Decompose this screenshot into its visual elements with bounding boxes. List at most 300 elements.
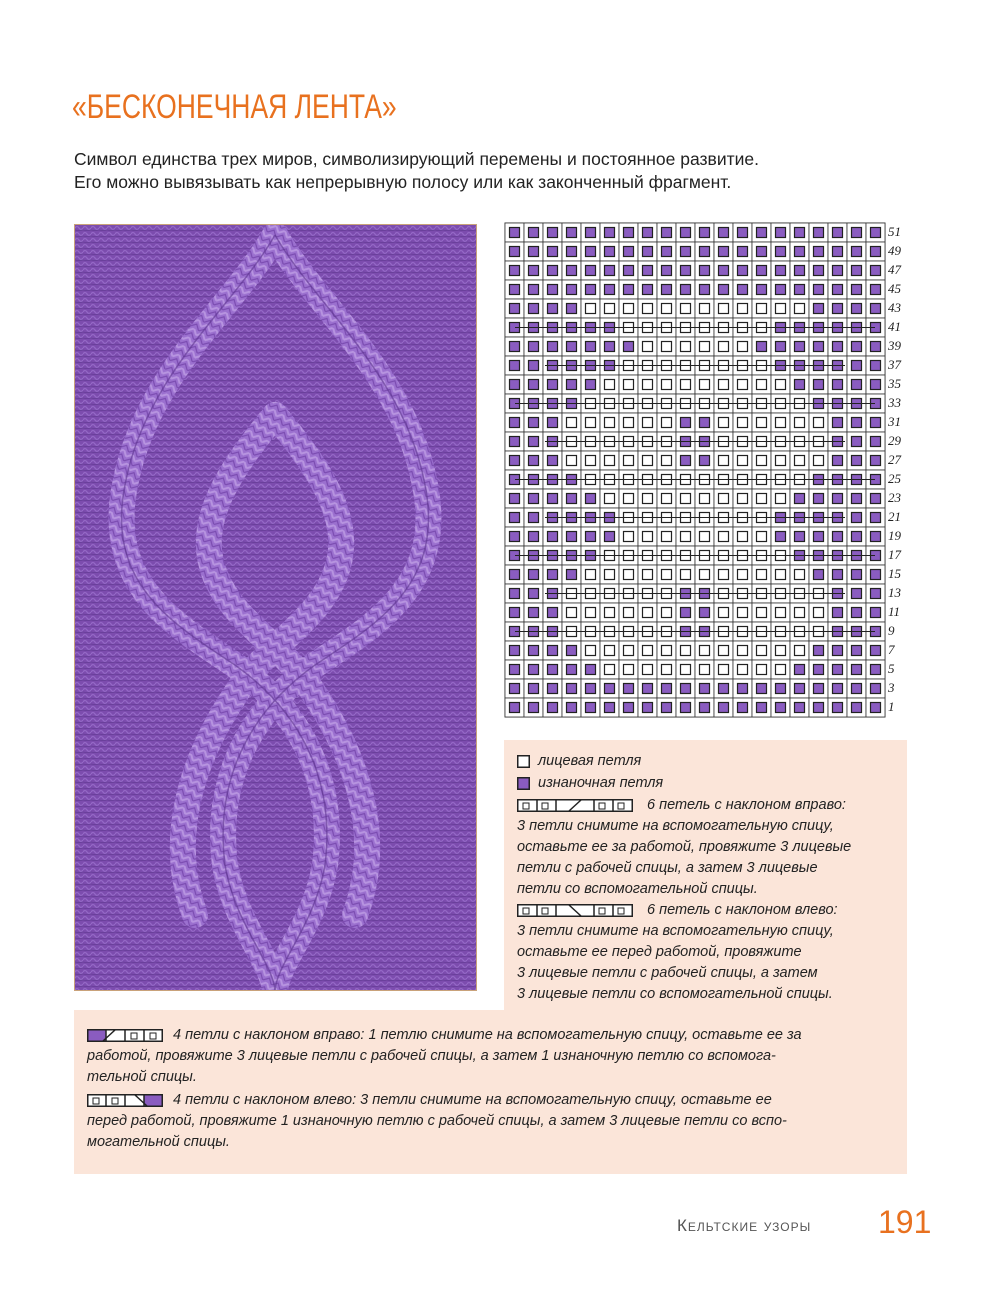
chart-stitch bbox=[757, 342, 767, 352]
chart-stitch bbox=[624, 665, 634, 675]
chart-stitch bbox=[586, 266, 596, 276]
chart-row-number: 11 bbox=[888, 604, 901, 619]
chart-stitch bbox=[643, 570, 653, 580]
chart-stitch bbox=[605, 646, 615, 656]
chart-stitch bbox=[510, 646, 520, 656]
chart-stitch bbox=[662, 304, 672, 314]
knit-symbol-icon bbox=[517, 755, 530, 768]
chart-stitch bbox=[605, 247, 615, 257]
chart-stitch bbox=[719, 247, 729, 257]
chart-stitch bbox=[795, 570, 805, 580]
chart-stitch bbox=[852, 589, 862, 599]
chart-stitch bbox=[510, 456, 520, 466]
chart-row-number: 19 bbox=[888, 528, 901, 543]
chart-stitch bbox=[510, 494, 520, 504]
chart-stitch bbox=[643, 608, 653, 618]
chart-row-number: 45 bbox=[888, 281, 901, 296]
chart-stitch bbox=[586, 494, 596, 504]
chart-stitch bbox=[719, 380, 729, 390]
chart-stitch bbox=[719, 665, 729, 675]
legend-cable6-left: 6 петель с наклоном влево: 3 петли снимите на вспомогательную спицу, оставьте ее перед работой, провяжите 3 лицевые петли с рабочей спицы, а затем 3 лицевые петли со вспомогательной спицы. bbox=[517, 900, 902, 1005]
legend-cable6-right-line-1: 3 петли снимите на вспомогательную спицу, bbox=[517, 818, 834, 834]
chart-stitch bbox=[700, 665, 710, 675]
chart-stitch bbox=[662, 266, 672, 276]
chart-stitch bbox=[510, 342, 520, 352]
chart-stitch bbox=[814, 532, 824, 542]
chart-stitch bbox=[833, 380, 843, 390]
chart-row-number: 1 bbox=[888, 699, 895, 714]
chart-stitch bbox=[871, 703, 881, 713]
chart-stitch bbox=[795, 304, 805, 314]
chart-stitch bbox=[586, 608, 596, 618]
chart-row-number: 13 bbox=[888, 585, 901, 600]
chart-stitch bbox=[738, 247, 748, 257]
chart-stitch bbox=[624, 228, 634, 238]
chart-stitch bbox=[757, 703, 767, 713]
chart-row-number: 31 bbox=[888, 414, 901, 429]
chart-stitch bbox=[833, 703, 843, 713]
chart-stitch bbox=[776, 418, 786, 428]
chart-stitch bbox=[510, 380, 520, 390]
chart-stitch bbox=[643, 703, 653, 713]
legend-cable4-right-line-2: работой, провяжите 3 лицевые петли с рабочей спицы, а затем 1 изнаночную петлю со вспомога- bbox=[87, 1048, 776, 1064]
chart-stitch bbox=[814, 304, 824, 314]
chart-stitch bbox=[643, 684, 653, 694]
chart-stitch bbox=[681, 684, 691, 694]
intro-line-1: Символ единства трех миров, символизирующий перемены и постоянное развитие. bbox=[74, 149, 760, 169]
chart-stitch bbox=[814, 703, 824, 713]
chart-row-number: 27 bbox=[888, 452, 901, 467]
chart-stitch bbox=[510, 285, 520, 295]
chart-stitch bbox=[681, 456, 691, 466]
chart-stitch bbox=[719, 608, 729, 618]
chart-stitch bbox=[681, 570, 691, 580]
chart-stitch bbox=[738, 646, 748, 656]
chart-stitch bbox=[852, 266, 862, 276]
chart-stitch bbox=[871, 684, 881, 694]
chart-stitch bbox=[662, 494, 672, 504]
chart-stitch bbox=[852, 418, 862, 428]
chart-stitch bbox=[757, 646, 767, 656]
chart-stitch bbox=[624, 703, 634, 713]
chart-stitch bbox=[529, 665, 539, 675]
chart-stitch bbox=[738, 285, 748, 295]
intro-line-2: Его можно вывязывать как непрерывную полосу или как законченный фрагмент. bbox=[74, 172, 732, 192]
chart-stitch bbox=[852, 228, 862, 238]
chart-stitch bbox=[719, 456, 729, 466]
chart-stitch bbox=[700, 418, 710, 428]
chart-stitch bbox=[510, 684, 520, 694]
chart-stitch bbox=[700, 570, 710, 580]
chart-stitch bbox=[510, 266, 520, 276]
chart-stitch bbox=[662, 532, 672, 542]
chart-stitch bbox=[871, 589, 881, 599]
purl-symbol-icon bbox=[517, 777, 530, 790]
chart-stitch bbox=[719, 703, 729, 713]
chart-stitch bbox=[700, 703, 710, 713]
chart-stitch bbox=[814, 247, 824, 257]
chart-stitch bbox=[776, 304, 786, 314]
chart-stitch bbox=[548, 665, 558, 675]
chart-stitch bbox=[795, 380, 805, 390]
chart-grid bbox=[504, 222, 886, 718]
chart-stitch bbox=[643, 285, 653, 295]
chart-stitch bbox=[586, 703, 596, 713]
chart-stitch bbox=[510, 228, 520, 238]
chart-stitch bbox=[719, 342, 729, 352]
chart-stitch bbox=[643, 380, 653, 390]
legend-cable6-left-line-3: 3 лицевые петли с рабочей спицы, а затем bbox=[517, 965, 818, 981]
chart-stitch bbox=[624, 608, 634, 618]
chart-stitch bbox=[738, 342, 748, 352]
chart-stitch bbox=[776, 684, 786, 694]
page-title: «БЕСКОНЕЧНАЯ ЛЕНТА» bbox=[72, 88, 397, 126]
chart-stitch bbox=[776, 608, 786, 618]
chart-stitch bbox=[852, 456, 862, 466]
chart-stitch bbox=[700, 532, 710, 542]
chart-stitch bbox=[871, 285, 881, 295]
chart-stitch bbox=[567, 266, 577, 276]
chart-stitch bbox=[586, 570, 596, 580]
chart-stitch bbox=[738, 665, 748, 675]
chart-stitch bbox=[567, 228, 577, 238]
chart-stitch bbox=[548, 456, 558, 466]
chart-stitch bbox=[624, 684, 634, 694]
chart-stitch bbox=[624, 342, 634, 352]
chart-stitch bbox=[624, 532, 634, 542]
chart-stitch bbox=[700, 380, 710, 390]
chart-stitch bbox=[852, 646, 862, 656]
chart-stitch bbox=[814, 285, 824, 295]
footer-section-title: Кельтские узоры bbox=[677, 1216, 812, 1235]
chart-stitch bbox=[548, 342, 558, 352]
chart-stitch bbox=[871, 418, 881, 428]
chart-stitch bbox=[833, 494, 843, 504]
chart-stitch bbox=[757, 570, 767, 580]
chart-row-number: 29 bbox=[888, 433, 901, 448]
chart-stitch bbox=[833, 285, 843, 295]
chart-row-number: 35 bbox=[888, 376, 901, 391]
chart-stitch bbox=[757, 665, 767, 675]
legend-knit: лицевая петля bbox=[517, 751, 641, 772]
chart-stitch bbox=[814, 380, 824, 390]
chart-stitch bbox=[586, 228, 596, 238]
chart-stitch bbox=[529, 304, 539, 314]
chart-stitch bbox=[605, 684, 615, 694]
chart-stitch bbox=[814, 608, 824, 618]
chart-stitch bbox=[605, 703, 615, 713]
chart-stitch bbox=[757, 285, 767, 295]
chart-stitch bbox=[795, 608, 805, 618]
chart-stitch bbox=[814, 646, 824, 656]
chart-stitch bbox=[643, 228, 653, 238]
chart-stitch bbox=[833, 532, 843, 542]
chart-stitch bbox=[586, 532, 596, 542]
chart-stitch bbox=[871, 513, 881, 523]
chart-stitch bbox=[548, 532, 558, 542]
chart-stitch bbox=[833, 342, 843, 352]
chart-stitch bbox=[681, 380, 691, 390]
chart-stitch bbox=[548, 266, 558, 276]
chart-row-number: 43 bbox=[888, 300, 901, 315]
chart-stitch bbox=[757, 304, 767, 314]
chart-stitch bbox=[529, 513, 539, 523]
chart-stitch bbox=[548, 247, 558, 257]
chart-stitch bbox=[586, 304, 596, 314]
chart-stitch bbox=[510, 570, 520, 580]
chart-stitch bbox=[700, 342, 710, 352]
chart-stitch bbox=[833, 684, 843, 694]
chart-stitch bbox=[567, 532, 577, 542]
chart-stitch bbox=[567, 380, 577, 390]
chart-stitch bbox=[586, 380, 596, 390]
chart-stitch bbox=[871, 608, 881, 618]
chart-stitch bbox=[662, 665, 672, 675]
chart-row-number: 51 bbox=[888, 224, 901, 239]
chart-stitch bbox=[681, 285, 691, 295]
legend-cable6-right: 6 петель с наклоном вправо: 3 петли снимите на вспомогательную спицу, оставьте ее за работой, провяжите 3 лицевые петли с рабочей спицы, а затем 3 лицевые петли со вспомогательной спицы. bbox=[517, 795, 902, 900]
chart-stitch bbox=[548, 380, 558, 390]
chart-stitch bbox=[643, 532, 653, 542]
cable4-left-symbol-icon bbox=[87, 1094, 163, 1107]
chart-stitch bbox=[776, 646, 786, 656]
chart-stitch bbox=[795, 342, 805, 352]
chart-stitch bbox=[605, 608, 615, 618]
chart-stitch bbox=[795, 285, 805, 295]
chart-stitch bbox=[719, 304, 729, 314]
chart-stitch bbox=[510, 437, 520, 447]
chart-stitch bbox=[776, 228, 786, 238]
chart-stitch bbox=[814, 342, 824, 352]
chart-stitch bbox=[795, 665, 805, 675]
chart-stitch bbox=[548, 608, 558, 618]
chart-row-number: 49 bbox=[888, 243, 901, 258]
chart-stitch bbox=[643, 456, 653, 466]
chart-stitch bbox=[529, 589, 539, 599]
chart-stitch bbox=[719, 285, 729, 295]
chart-stitch bbox=[852, 513, 862, 523]
cable6-left-symbol-icon bbox=[517, 904, 633, 917]
chart-row-number: 37 bbox=[888, 357, 901, 372]
chart-stitch bbox=[738, 703, 748, 713]
chart-stitch bbox=[567, 418, 577, 428]
chart-stitch bbox=[624, 418, 634, 428]
chart-row-number: 9 bbox=[888, 623, 895, 638]
chart-stitch bbox=[662, 418, 672, 428]
chart-stitch bbox=[567, 304, 577, 314]
chart-stitch bbox=[586, 247, 596, 257]
chart-stitch bbox=[833, 665, 843, 675]
chart-stitch bbox=[529, 570, 539, 580]
chart-stitch bbox=[529, 684, 539, 694]
chart-stitch bbox=[852, 532, 862, 542]
chart-stitch bbox=[852, 285, 862, 295]
chart-stitch bbox=[605, 532, 615, 542]
chart-stitch bbox=[833, 266, 843, 276]
chart-stitch bbox=[757, 608, 767, 618]
chart-stitch bbox=[757, 456, 767, 466]
chart-stitch bbox=[586, 342, 596, 352]
chart-stitch bbox=[738, 228, 748, 238]
chart-stitch bbox=[662, 608, 672, 618]
chart-stitch bbox=[719, 418, 729, 428]
chart-stitch bbox=[605, 380, 615, 390]
chart-stitch bbox=[795, 494, 805, 504]
chart-stitch bbox=[605, 228, 615, 238]
chart-stitch bbox=[643, 247, 653, 257]
chart-stitch bbox=[624, 646, 634, 656]
chart-stitch bbox=[871, 570, 881, 580]
chart-stitch bbox=[738, 380, 748, 390]
chart-stitch bbox=[795, 266, 805, 276]
chart-stitch bbox=[738, 266, 748, 276]
chart-stitch bbox=[529, 437, 539, 447]
chart-stitch bbox=[529, 380, 539, 390]
chart-stitch bbox=[738, 494, 748, 504]
legend-cable4-left: 4 петли с наклоном влево: 3 петли снимите на вспомогательную спицу, оставьте ее перед работой, провяжите 1 изнаночную петлю с рабочей спицы, а затем 3 лицевые петли со вспо- могательной спицы. bbox=[87, 1090, 902, 1153]
chart-stitch bbox=[681, 418, 691, 428]
chart-stitch bbox=[548, 418, 558, 428]
chart-stitch bbox=[776, 380, 786, 390]
chart-stitch bbox=[643, 266, 653, 276]
chart-stitch bbox=[833, 608, 843, 618]
chart-stitch bbox=[700, 608, 710, 618]
chart-row-number: 41 bbox=[888, 319, 901, 334]
chart-row-number: 47 bbox=[888, 262, 901, 277]
chart-stitch bbox=[814, 228, 824, 238]
chart-stitch bbox=[510, 703, 520, 713]
chart-stitch bbox=[529, 361, 539, 371]
chart-stitch bbox=[776, 665, 786, 675]
chart-stitch bbox=[548, 570, 558, 580]
chart-stitch bbox=[529, 228, 539, 238]
chart-stitch bbox=[852, 437, 862, 447]
chart-stitch bbox=[700, 646, 710, 656]
cable6-right-symbol-icon bbox=[517, 799, 633, 812]
chart-stitch bbox=[510, 589, 520, 599]
chart-stitch bbox=[833, 646, 843, 656]
chart-stitch bbox=[871, 342, 881, 352]
chart-stitch bbox=[738, 304, 748, 314]
chart-stitch bbox=[605, 266, 615, 276]
chart-row-number: 15 bbox=[888, 566, 901, 581]
chart-stitch bbox=[662, 380, 672, 390]
chart-stitch bbox=[757, 266, 767, 276]
chart-stitch bbox=[852, 494, 862, 504]
chart-stitch bbox=[605, 418, 615, 428]
chart-stitch bbox=[643, 494, 653, 504]
chart-stitch bbox=[719, 494, 729, 504]
chart-stitch bbox=[567, 456, 577, 466]
chart-stitch bbox=[624, 247, 634, 257]
chart-row-number: 3 bbox=[888, 680, 895, 695]
chart-stitch bbox=[662, 703, 672, 713]
chart-stitch bbox=[510, 247, 520, 257]
chart-stitch bbox=[814, 418, 824, 428]
chart-stitch bbox=[833, 304, 843, 314]
chart-stitch bbox=[643, 342, 653, 352]
chart-stitch bbox=[681, 228, 691, 238]
chart-stitch bbox=[833, 570, 843, 580]
legend-cable4-right: 4 петли с наклоном вправо: 1 петлю снимите на вспомогательную спицу, оставьте ее за работой, провяжите 3 лицевые петли с рабочей спицы, а затем 1 изнаночную петлю со вспомога- тельной спицы. bbox=[87, 1025, 902, 1088]
chart-stitch bbox=[852, 703, 862, 713]
chart-stitch bbox=[757, 494, 767, 504]
chart-stitch bbox=[871, 304, 881, 314]
chart-stitch bbox=[586, 665, 596, 675]
chart-stitch bbox=[662, 342, 672, 352]
chart-stitch bbox=[681, 494, 691, 504]
chart-stitch bbox=[643, 418, 653, 428]
chart-stitch bbox=[719, 646, 729, 656]
chart-stitch bbox=[757, 532, 767, 542]
chart-stitch bbox=[700, 304, 710, 314]
chart-stitch bbox=[757, 418, 767, 428]
chart-stitch bbox=[700, 494, 710, 504]
chart-stitch bbox=[605, 456, 615, 466]
chart-stitch bbox=[510, 608, 520, 618]
chart-stitch bbox=[795, 532, 805, 542]
chart-stitch bbox=[643, 665, 653, 675]
chart-stitch bbox=[776, 266, 786, 276]
chart-stitch bbox=[624, 456, 634, 466]
chart-stitch bbox=[510, 304, 520, 314]
chart-stitch bbox=[681, 532, 691, 542]
chart-stitch bbox=[871, 456, 881, 466]
chart-stitch bbox=[529, 456, 539, 466]
chart-stitch bbox=[776, 456, 786, 466]
chart-stitch bbox=[814, 494, 824, 504]
chart-stitch bbox=[624, 304, 634, 314]
legend-cable6-left-line-4: 3 лицевые петли со вспомогательной спицы. bbox=[517, 986, 833, 1002]
chart-stitch bbox=[567, 247, 577, 257]
legend-cable4-left-line-2: перед работой, провяжите 1 изнаночную петлю с рабочей спицы, а затем 3 лицевые петли со вспо- bbox=[87, 1113, 787, 1129]
chart-stitch bbox=[814, 570, 824, 580]
chart-stitch bbox=[548, 703, 558, 713]
chart-stitch bbox=[795, 418, 805, 428]
chart-stitch bbox=[681, 342, 691, 352]
chart-stitch bbox=[567, 665, 577, 675]
chart-stitch bbox=[529, 418, 539, 428]
chart-stitch bbox=[833, 228, 843, 238]
chart-stitch bbox=[510, 532, 520, 542]
chart-stitch bbox=[814, 456, 824, 466]
chart-stitch bbox=[567, 285, 577, 295]
chart-stitch bbox=[605, 342, 615, 352]
chart-stitch bbox=[700, 266, 710, 276]
legend-cable6-left-line-1: 3 петли снимите на вспомогательную спицу, bbox=[517, 923, 834, 939]
chart-stitch bbox=[529, 266, 539, 276]
chart-stitch bbox=[510, 418, 520, 428]
chart-stitch bbox=[738, 532, 748, 542]
chart-stitch bbox=[738, 608, 748, 618]
chart-stitch bbox=[643, 304, 653, 314]
chart-stitch bbox=[548, 684, 558, 694]
chart-stitch bbox=[852, 665, 862, 675]
chart-stitch bbox=[548, 228, 558, 238]
chart-stitch bbox=[567, 342, 577, 352]
chart-stitch bbox=[795, 684, 805, 694]
chart-stitch bbox=[548, 285, 558, 295]
chart-stitch bbox=[529, 703, 539, 713]
chart-stitch bbox=[529, 494, 539, 504]
chart-stitch bbox=[586, 456, 596, 466]
chart-stitch bbox=[776, 342, 786, 352]
chart-stitch bbox=[586, 285, 596, 295]
chart-stitch bbox=[700, 456, 710, 466]
chart-stitch bbox=[757, 247, 767, 257]
chart-stitch bbox=[776, 570, 786, 580]
chart-stitch bbox=[624, 380, 634, 390]
